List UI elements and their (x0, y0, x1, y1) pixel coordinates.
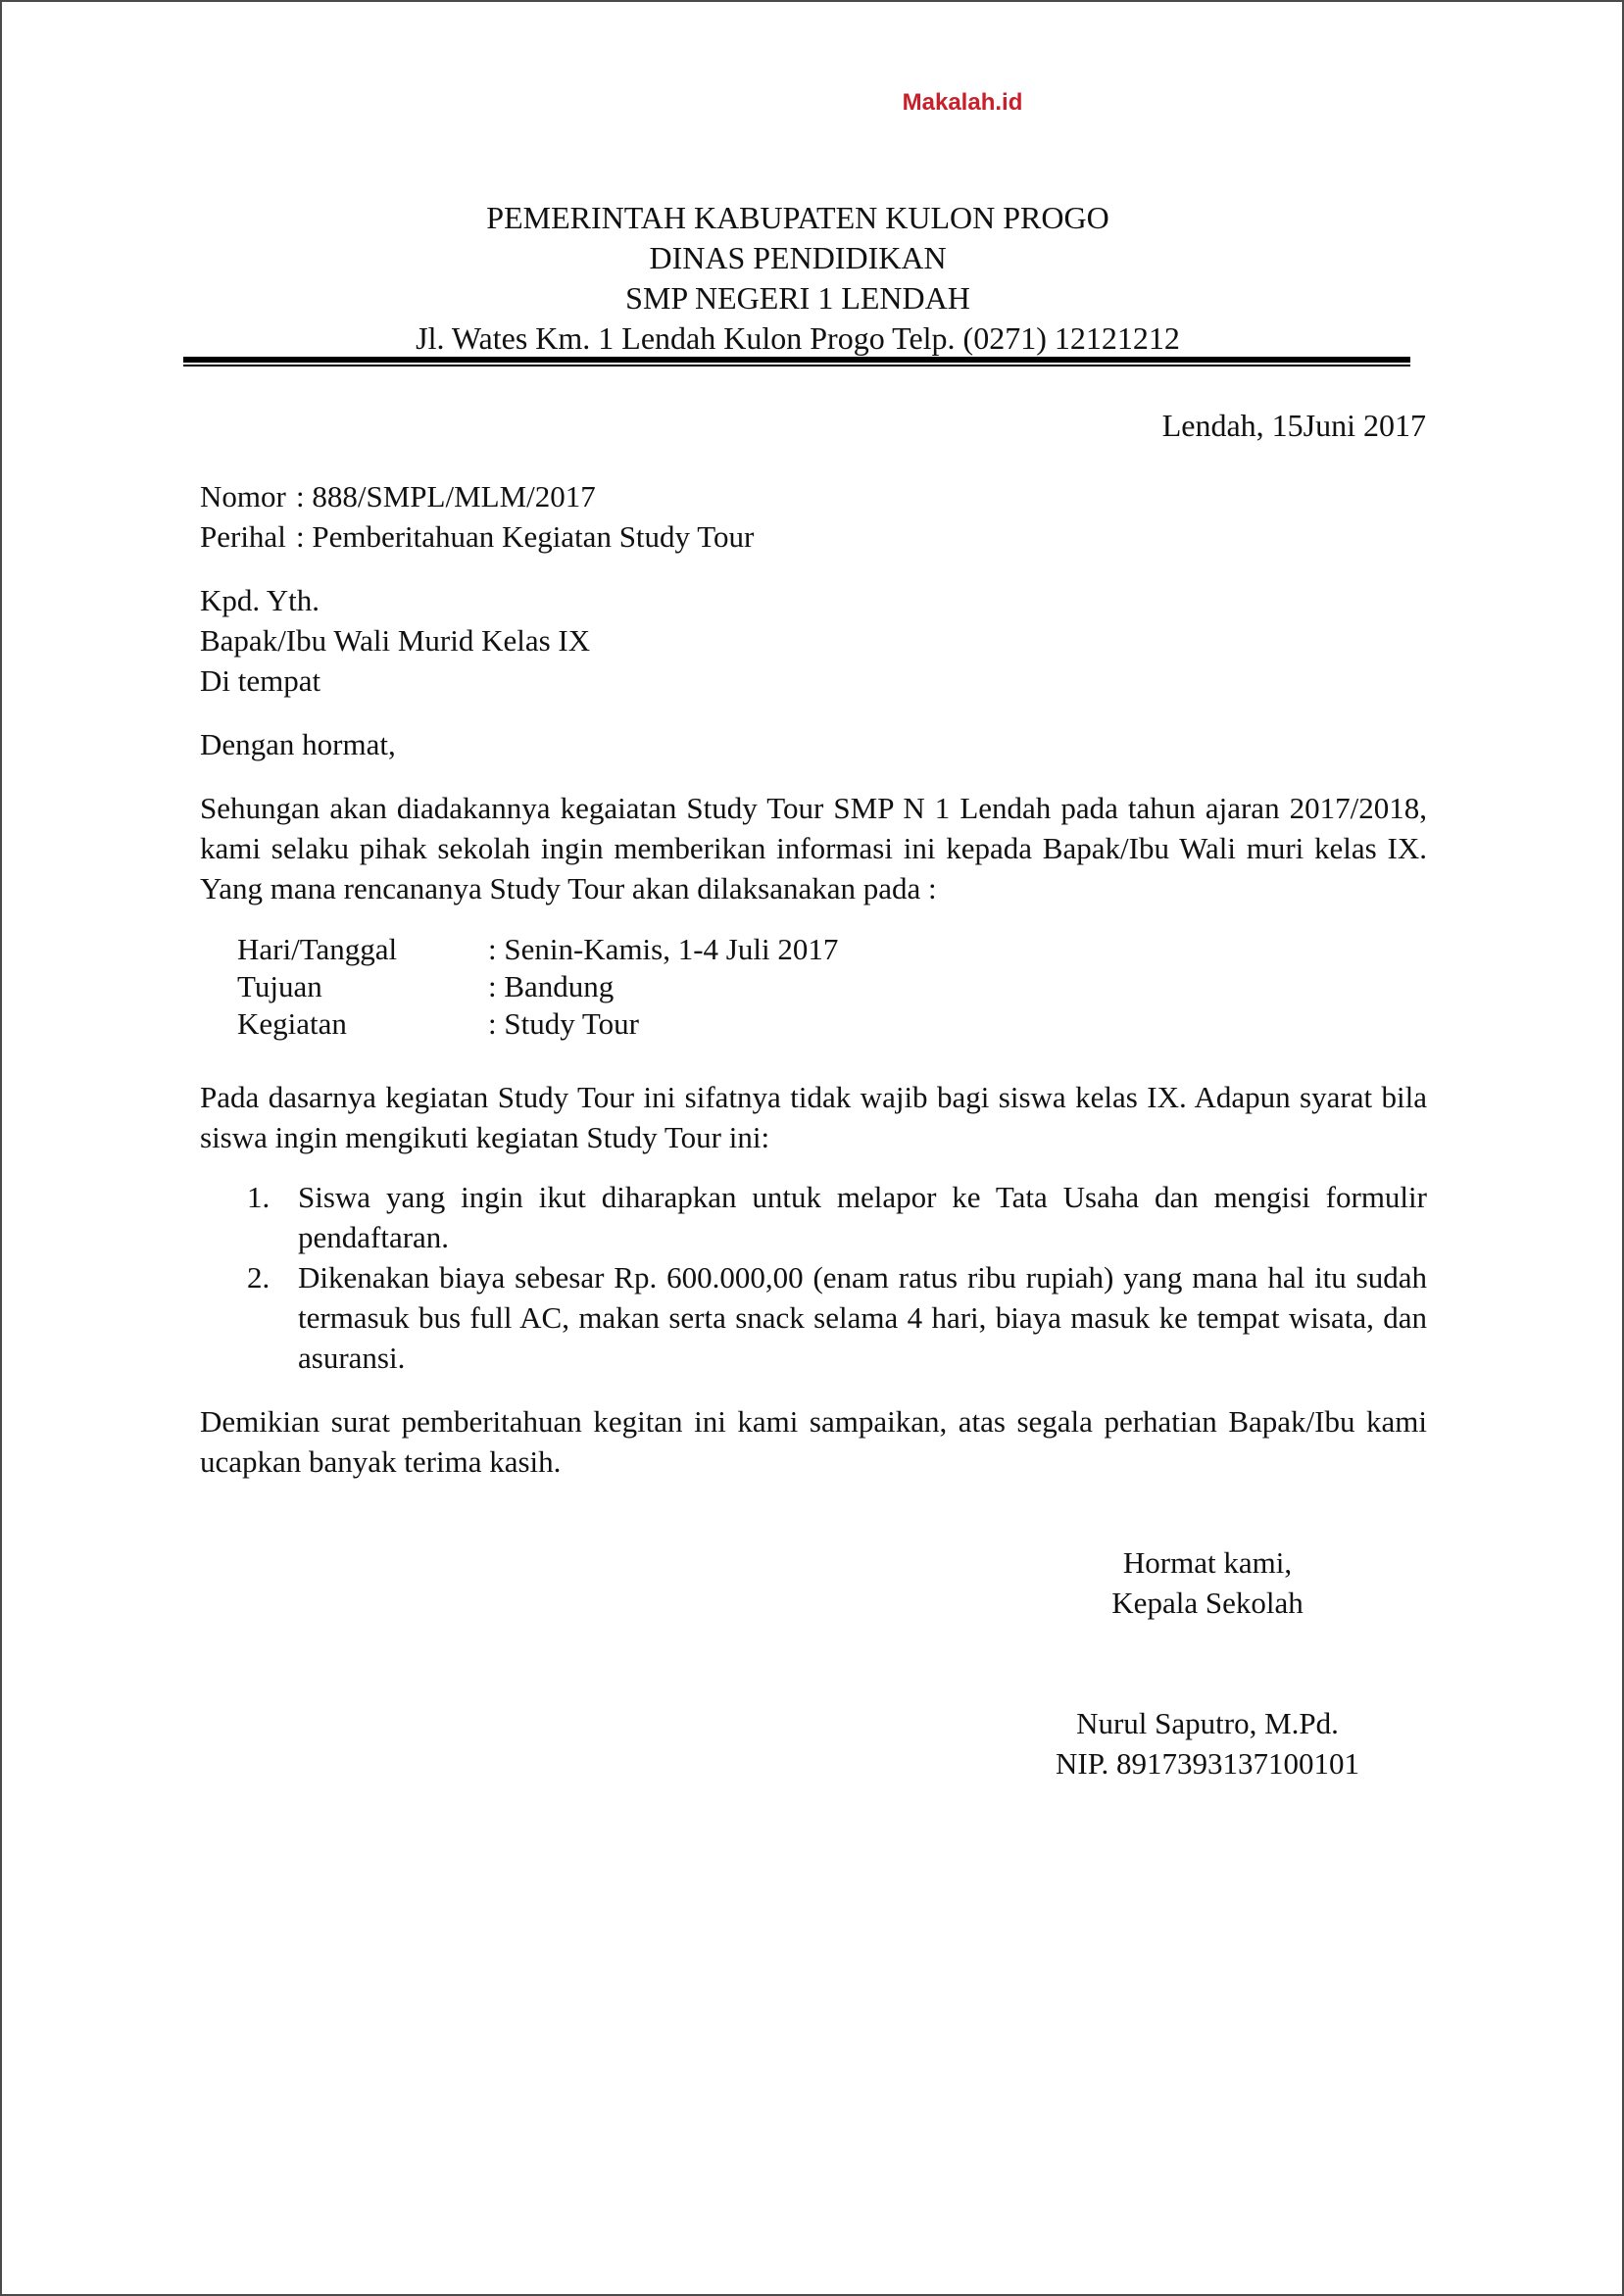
recipient-name: Bapak/Ibu Wali Murid Kelas IX (200, 623, 591, 658)
recipient-salutation: Kpd. Yth. (200, 583, 320, 617)
paragraph-intro: Sehungan akan diadakannya kegaiatan Study Tour SMP N 1 Lendah pada tahun ajaran 2017/2018, kami selaku pihak sekolah ingin memberikan informasi ini kepada Bapak/Ibu Wali muri kelas IX. Yang mana rencananya Study Tour akan dilaksanakan pada : (200, 791, 1427, 905)
nomor-row (200, 476, 754, 516)
requirements-list (247, 1177, 1427, 1378)
signature-nip: NIP. 8917393137100101 (1055, 1746, 1359, 1781)
list-item (247, 1177, 1427, 1257)
letterhead-department: DINAS PENDIDIKAN (649, 240, 947, 275)
signature-position: Kepala Sekolah (1111, 1586, 1304, 1620)
detail-label: Kegiatan (237, 1006, 347, 1041)
perihal-value: : Pemberitahuan Kegiatan Study Tour (296, 519, 755, 554)
signature-footer (1011, 1703, 1403, 1783)
watermark-logo: Makalah.id (902, 89, 1023, 116)
letterhead (2, 198, 1594, 359)
nomor-label: Nomor (200, 479, 286, 513)
letter-date: Lendah, 15Juni 2017 (1161, 408, 1426, 443)
letterhead-address: Jl. Wates Km. 1 Lendah Kulon Progo Telp. (0271) 12121212 (416, 320, 1180, 356)
signature-header (1011, 1542, 1403, 1623)
perihal-row (200, 516, 754, 557)
signature-name: Nurul Saputro, M.Pd. (1076, 1706, 1339, 1740)
detail-row (237, 931, 838, 968)
detail-value: : Study Tour (488, 1006, 640, 1041)
paragraph-requirements-intro: Pada dasarnya kegiatan Study Tour ini sifatnya tidak wajib bagi siswa kelas IX. Adapun syarat bila siswa ingin mengikuti kegiatan Study Tour ini: (200, 1080, 1427, 1154)
list-item-number: 2. (247, 1260, 271, 1295)
event-details (237, 931, 838, 1043)
detail-row (237, 968, 838, 1005)
paragraph-closing: Demikian surat pemberitahuan kegitan ini kami sampaikan, atas segala perhatian Bapak/Ibu kami ucapkan banyak terima kasih. (200, 1404, 1427, 1479)
detail-label: Tujuan (237, 969, 322, 1003)
letter-meta (200, 476, 754, 557)
letterhead-divider-thick (183, 357, 1410, 363)
letterhead-school: SMP NEGERI 1 LENDAH (625, 280, 970, 316)
recipient-place: Di tempat (200, 663, 321, 698)
perihal-label: Perihal (200, 519, 286, 554)
letterhead-divider-thin (183, 365, 1410, 366)
recipient-block (200, 580, 590, 701)
greeting: Dengan hormat, (200, 727, 396, 761)
list-item-text: Dikenakan biaya sebesar Rp. 600.000,00 (enam ratus ribu rupiah) yang mana hal itu sudah termasuk bus full AC, makan serta snack selama 4 hari, biaya masuk ke tempat wisata, dan asuransi. (298, 1260, 1427, 1375)
list-item-text: Siswa yang ingin ikut diharapkan untuk melapor ke Tata Usaha dan mengisi formulir pendaftaran. (298, 1180, 1427, 1254)
nomor-value: : 888/SMPL/MLM/2017 (296, 479, 596, 513)
signature-regards: Hormat kami, (1122, 1545, 1293, 1580)
detail-label: Hari/Tanggal (237, 932, 398, 966)
detail-value: : Senin-Kamis, 1-4 Juli 2017 (488, 932, 839, 966)
list-item (247, 1257, 1427, 1378)
letterhead-government: PEMERINTAH KABUPATEN KULON PROGO (486, 200, 1109, 235)
list-item-number: 1. (247, 1180, 271, 1214)
detail-row (237, 1005, 838, 1043)
detail-value: : Bandung (488, 969, 615, 1003)
